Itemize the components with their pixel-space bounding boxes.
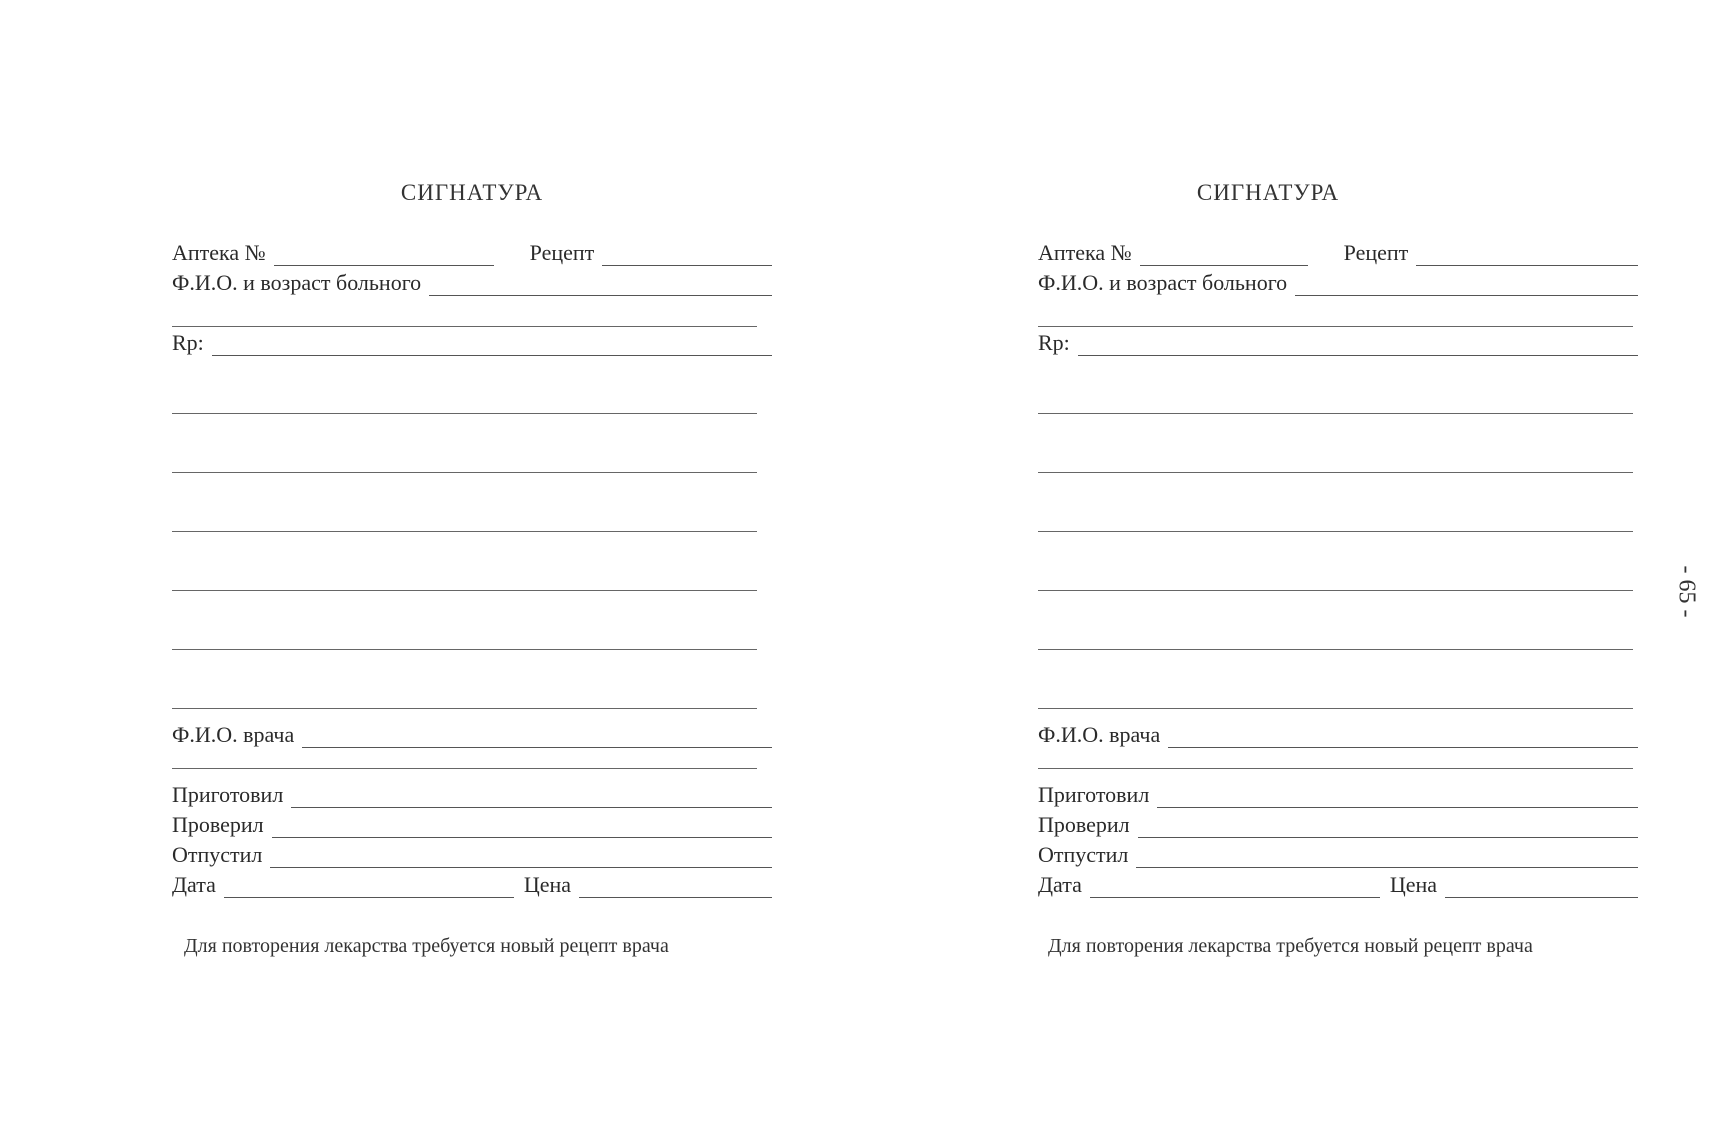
- dispensed-row: [1038, 842, 1638, 868]
- rp-field[interactable]: [212, 335, 772, 356]
- checked-label: Проверил: [172, 812, 264, 837]
- rp-label: Rp:: [172, 330, 204, 355]
- rp-line[interactable]: [1038, 649, 1633, 650]
- date-label: Дата: [1038, 872, 1082, 897]
- recipe-label: Рецепт: [1343, 240, 1409, 265]
- recipe-label: Рецепт: [529, 240, 595, 265]
- date-label: Дата: [172, 872, 216, 897]
- patient-row: [172, 270, 772, 296]
- pharmacy-row: [1038, 240, 1638, 266]
- repeat-note: Для повторения лекарства требуется новый рецепт врача: [184, 935, 669, 957]
- price-label: Цена: [523, 872, 572, 897]
- doctor-field[interactable]: [302, 727, 772, 748]
- rp-line[interactable]: [172, 649, 757, 650]
- patient-label: Ф.И.О. и возраст больного: [1038, 270, 1288, 295]
- prepared-row: [1038, 782, 1638, 808]
- patient-field[interactable]: [429, 275, 772, 296]
- price-field[interactable]: [1445, 877, 1638, 898]
- rp-line[interactable]: [172, 531, 757, 532]
- rp-line[interactable]: [172, 413, 757, 414]
- rp-line[interactable]: [1038, 413, 1633, 414]
- prepared-field[interactable]: [1157, 787, 1638, 808]
- checked-field[interactable]: [1138, 817, 1638, 838]
- checked-row: [172, 812, 772, 838]
- dispensed-label: Отпустил: [172, 842, 263, 867]
- doctor-extra-line[interactable]: [172, 768, 757, 769]
- dispensed-field[interactable]: [270, 847, 772, 868]
- rp-line[interactable]: [1038, 531, 1633, 532]
- prepared-label: Приготовил: [1038, 782, 1150, 807]
- pharmacy-number-field[interactable]: [274, 245, 494, 266]
- patient-extra-line[interactable]: [172, 326, 757, 327]
- doctor-row: [1038, 722, 1638, 748]
- doctor-label: Ф.И.О. врача: [1038, 722, 1161, 747]
- prepared-label: Приготовил: [172, 782, 284, 807]
- rp-line[interactable]: [172, 708, 757, 709]
- dispensed-label: Отпустил: [1038, 842, 1129, 867]
- patient-field[interactable]: [1295, 275, 1638, 296]
- checked-field[interactable]: [272, 817, 772, 838]
- prepared-row: [172, 782, 772, 808]
- checked-label: Проверил: [1038, 812, 1130, 837]
- dispensed-field[interactable]: [1136, 847, 1638, 868]
- rp-field[interactable]: [1078, 335, 1638, 356]
- rp-line[interactable]: [1038, 472, 1633, 473]
- signature-form-left: [172, 0, 772, 1139]
- rp-line[interactable]: [1038, 708, 1633, 709]
- pharmacy-label: Аптека №: [172, 240, 266, 265]
- doctor-extra-line[interactable]: [1038, 768, 1633, 769]
- date-field[interactable]: [224, 877, 514, 898]
- pharmacy-number-field[interactable]: [1140, 245, 1308, 266]
- repeat-note: Для повторения лекарства требуется новый рецепт врача: [1048, 935, 1533, 957]
- date-price-row: [1038, 872, 1638, 898]
- date-price-row: [172, 872, 772, 898]
- patient-row: [1038, 270, 1638, 296]
- checked-row: [1038, 812, 1638, 838]
- rp-line[interactable]: [1038, 590, 1633, 591]
- rp-line[interactable]: [172, 590, 757, 591]
- patient-label: Ф.И.О. и возраст больного: [172, 270, 422, 295]
- rp-line[interactable]: [172, 472, 757, 473]
- patient-extra-line[interactable]: [1038, 326, 1633, 327]
- page-number: - 65 -: [1673, 565, 1700, 618]
- form-title: СИГНАТУРА: [400, 180, 544, 205]
- rp-row: [1038, 330, 1638, 356]
- pharmacy-row: [172, 240, 772, 266]
- recipe-field[interactable]: [602, 245, 772, 266]
- price-field[interactable]: [579, 877, 772, 898]
- doctor-label: Ф.И.О. врача: [172, 722, 295, 747]
- signature-form-right: [1038, 0, 1638, 1139]
- date-field[interactable]: [1090, 877, 1380, 898]
- form-title: СИГНАТУРА: [1196, 180, 1340, 205]
- dispensed-row: [172, 842, 772, 868]
- prepared-field[interactable]: [291, 787, 772, 808]
- rp-row: [172, 330, 772, 356]
- doctor-row: [172, 722, 772, 748]
- doctor-field[interactable]: [1168, 727, 1638, 748]
- pharmacy-label: Аптека №: [1038, 240, 1132, 265]
- price-label: Цена: [1389, 872, 1438, 897]
- recipe-field[interactable]: [1416, 245, 1638, 266]
- rp-label: Rp:: [1038, 330, 1070, 355]
